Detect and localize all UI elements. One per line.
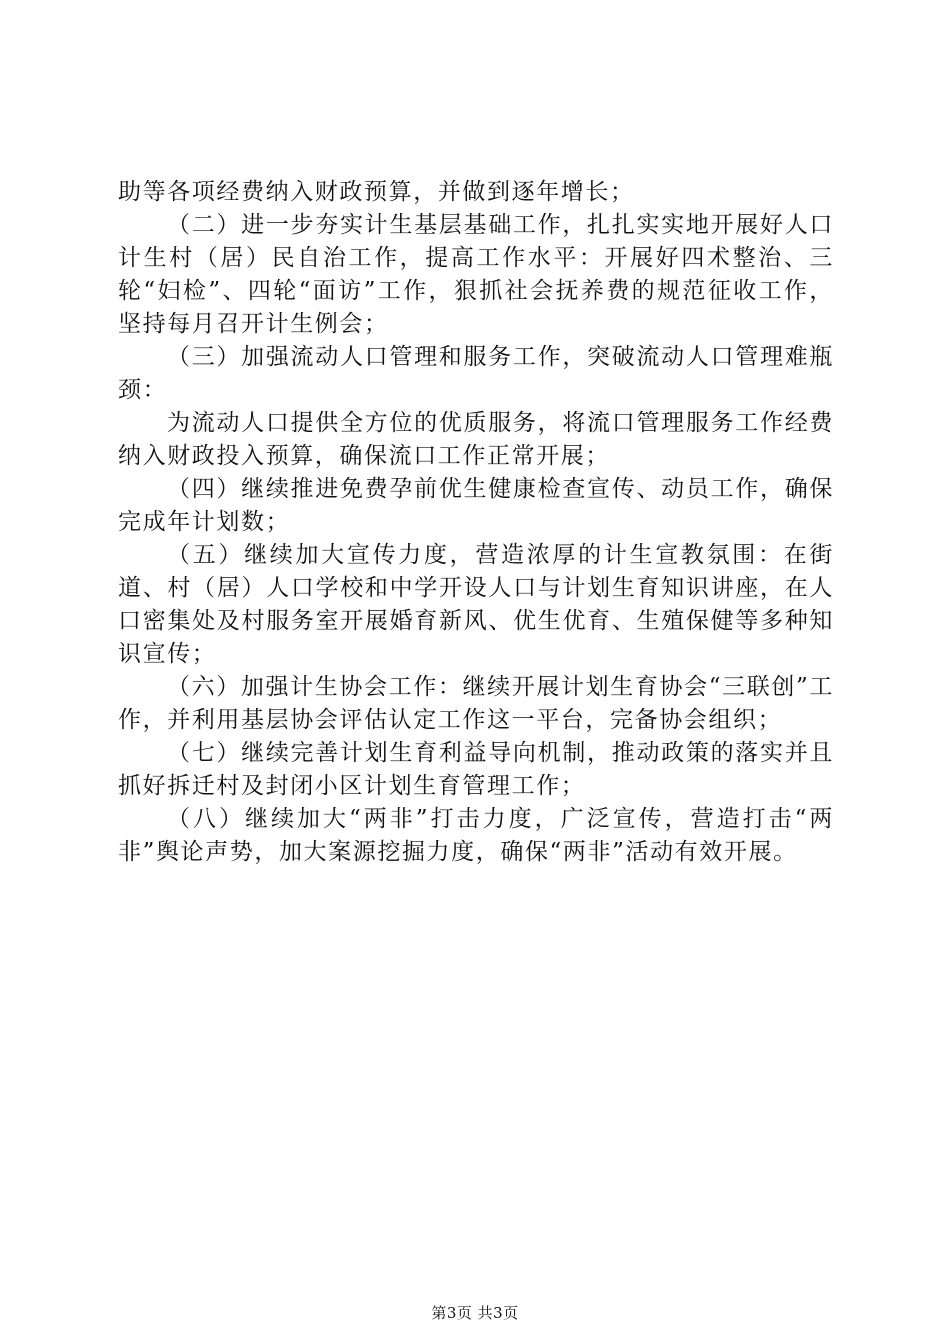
paragraph: （五）继续加大宣传力度，营造浓厚的计生宣教氛围：在街道、村（居）人口学校和中学开设人口与计划生育知识讲座，在人口密集处及村服务室开展婚育新风、优生优育、生殖保健等多种知识宣传； <box>118 542 834 667</box>
paragraph: （四）继续推进免费孕前优生健康检查宣传、动员工作，确保完成年计划数； <box>118 476 834 535</box>
page-footer: 第3页 共3页 <box>431 1304 519 1322</box>
paragraph: （六）加强计生协会工作：继续开展计划生育协会“三联创”工作，并利用基层协会评估认定工作这一平台，完备协会组织； <box>118 674 834 733</box>
paragraph: （三）加强流动人口管理和服务工作，突破流动人口管理难瓶颈： <box>118 344 834 403</box>
paragraph: （二）进一步夯实计生基层基础工作，扎扎实实地开展好人口计生村（居）民自治工作，提高工作水平：开展好四术整治、三轮“妇检”、四轮“面访”工作，狠抓社会抚养费的规范征收工作，坚持每月召开计生例会； <box>118 212 834 337</box>
paragraph: 为流动人口提供全方位的优质服务，将流口管理服务工作经费纳入财政投入预算，确保流口工作正常开展； <box>118 410 834 469</box>
paragraph: （八）继续加大“两非”打击力度，广泛宣传，营造打击“两非”舆论声势，加大案源挖掘力度，确保“两非”活动有效开展。 <box>118 806 834 865</box>
document-body <box>118 176 834 869</box>
paragraph: 助等各项经费纳入财政预算，并做到逐年增长； <box>118 179 635 205</box>
paragraph: （七）继续完善计划生育利益导向机制，推动政策的落实并且抓好拆迁村及封闭小区计划生育管理工作； <box>118 740 834 799</box>
